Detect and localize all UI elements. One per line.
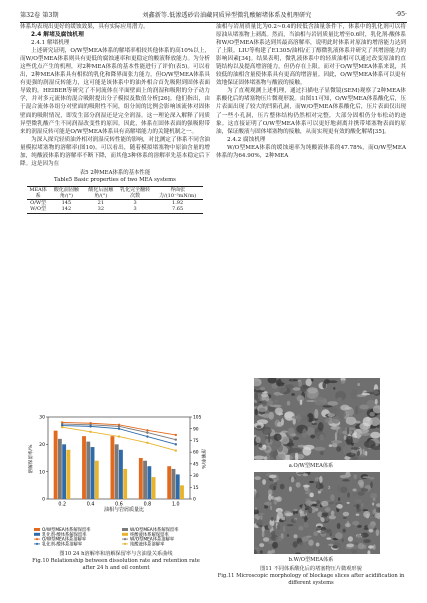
x-tick-label: 0.4 bbox=[86, 502, 95, 508]
bar bbox=[143, 461, 147, 499]
bar bbox=[95, 461, 99, 499]
line-point bbox=[61, 426, 63, 428]
table-cell: 32 bbox=[97, 206, 105, 213]
y-right-tick-label: 90 bbox=[193, 427, 199, 433]
bar bbox=[115, 444, 119, 499]
bar bbox=[167, 466, 171, 499]
journal-issue: 第32卷 第3期 bbox=[20, 11, 59, 19]
legend-swatch bbox=[122, 533, 128, 536]
y-axis-right-label: 溶解率/% bbox=[200, 449, 205, 469]
legend-marker bbox=[124, 538, 126, 540]
sem-image-a bbox=[254, 378, 380, 460]
figure-caption-en: Fig.10 Relationship between dissolution rate and retention rate after 24 h and oil content bbox=[32, 557, 200, 571]
paragraph: 为深入探究轻质油外相对润湿反转性能的影响，对比测定了体系不同含油量模拟堵塞物的溶解率(图10)。可以看出，随着模拟堵塞物中原油含量的增加，纯酸液体系的溶解率不断下降，而其他3种体系的溶解率先基本稳定后下降。这是因为在 bbox=[20, 136, 211, 167]
properties-table bbox=[27, 186, 203, 214]
table-cell: 3 bbox=[133, 206, 137, 213]
bar bbox=[86, 442, 90, 499]
bar bbox=[139, 458, 143, 499]
legend-label: W/O型MEA体系溶解率 bbox=[130, 537, 175, 543]
y-axis-left-label: 溶解保留率/% bbox=[29, 444, 34, 474]
x-axis-label: 油相与岩屑质量比 bbox=[103, 507, 145, 513]
table-cell: O/W型 bbox=[30, 200, 47, 207]
legend-label: W/O型MEA体系解保留率 bbox=[130, 528, 179, 533]
sem-label-a: a.O/W型MEA体系 bbox=[288, 463, 334, 469]
table-cell: 1.92 bbox=[172, 200, 184, 207]
table-caption bbox=[20, 170, 210, 184]
bar bbox=[176, 474, 180, 499]
sem-micrograph-b bbox=[254, 472, 380, 554]
x-tick-label: 0.2 bbox=[58, 502, 67, 508]
bar bbox=[58, 439, 62, 499]
figure-caption-cn: 图11 不同体系酸化后的堵塞物压片微观形貌 bbox=[260, 566, 362, 572]
bar bbox=[152, 477, 156, 499]
line-point bbox=[175, 434, 177, 436]
line-point bbox=[118, 425, 120, 427]
x-tick-label: 0.6 bbox=[115, 502, 123, 508]
subsection-heading: 2.4.1 解堵机理 bbox=[31, 40, 70, 47]
left-column bbox=[20, 23, 210, 214]
legend-marker bbox=[36, 538, 38, 540]
figure-10 bbox=[26, 409, 206, 571]
figure-caption-cn: 图10 24 h溶解率和溶解保留率与含油量关系曲线 bbox=[59, 551, 173, 557]
figure-caption bbox=[26, 551, 206, 571]
legend-label: O/W型MEA体系解保留率 bbox=[42, 528, 91, 533]
running-title: 刘鑫新等.低渗透砂岩油藏同质异型微乳酸解堵体系及机理研究 bbox=[142, 11, 312, 19]
header-page-number: ·95· bbox=[395, 10, 407, 18]
line-point bbox=[146, 435, 148, 437]
legend-label: 纯酸液体系溶解率 bbox=[130, 542, 165, 547]
chart-legend bbox=[26, 525, 206, 547]
paragraph: 为了直观观测上述机理，通过扫描电子显微镜(SEM)观察了2种MEA体系酸化后的堵塞物压片微观形貌。由图11可知，O/W型MEA体系酸化后，压片表面出现了较大的凹陷孔洞，而W/O型MEA体系酸化后，压片表面仅出现了一些小孔洞，压片整体结构仍然相对完整，大部分固相仍分布松动的迹象。这直接证明了O/W型MEA体系可以更好地剥离并携带堵塞物表面的原油，保证酸液与固体堵塞物的接触，从而实现更有效的酸化解堵[35]。 bbox=[216, 88, 406, 135]
table-cell: 142 bbox=[61, 206, 72, 213]
legend-label: 乳化剂-酸体系解保留率 bbox=[42, 532, 87, 538]
bar bbox=[110, 436, 114, 499]
table-header-row bbox=[27, 186, 203, 199]
line-series bbox=[62, 427, 176, 450]
sem-label-b: b.W/O型MEA体系 bbox=[288, 557, 334, 563]
line-point bbox=[89, 431, 91, 433]
y-right-tick-label: 75 bbox=[193, 439, 199, 445]
table-row bbox=[27, 200, 203, 207]
section-heading: 2.4 解堵及腐蚀机理 bbox=[31, 32, 84, 39]
y-left-tick-label: 10 bbox=[39, 470, 45, 476]
chart-svg bbox=[26, 409, 206, 521]
bar bbox=[147, 466, 151, 499]
line-point bbox=[118, 435, 120, 437]
legend-swatch bbox=[34, 533, 40, 536]
table-cell: W/O型 bbox=[30, 206, 47, 213]
y-right-tick-label: 30 bbox=[193, 474, 199, 480]
table-cell: 7.65 bbox=[172, 206, 184, 213]
paragraph: W/O型MEA体系的缓蚀速率为纯酸液体系的47.78%，而O/W型MEA体系的为64.90%，2种MEA bbox=[216, 144, 406, 159]
table-header-cell: MEA体系 bbox=[29, 186, 47, 200]
bar bbox=[62, 444, 66, 499]
table-header-cell: 界面张力/(10⁻³mN/m) bbox=[159, 186, 197, 200]
table-row bbox=[27, 206, 203, 213]
line-point bbox=[146, 429, 148, 431]
line-point bbox=[175, 443, 177, 445]
bar bbox=[119, 450, 123, 499]
table-cell: 3 bbox=[133, 200, 137, 207]
table-caption-cn: 表5 2种MEA体系的基本性能 bbox=[79, 169, 151, 176]
subsection-heading: 2.4.2 腐蚀机理 bbox=[227, 136, 266, 143]
y-right-tick-label: 60 bbox=[193, 450, 199, 456]
bar bbox=[91, 447, 95, 499]
y-right-tick-label: 0 bbox=[193, 497, 196, 503]
table-header-cell: 乳化完全翻转次数 bbox=[120, 186, 151, 200]
line-point bbox=[146, 431, 148, 433]
bar bbox=[54, 431, 58, 499]
paragraph: 体系均表现出更好的缓蚀效果，具有实际应用潜力。 bbox=[20, 24, 149, 30]
x-tick-label: 1.0 bbox=[171, 502, 180, 508]
x-tick-label: 0.8 bbox=[143, 502, 152, 508]
line-point bbox=[89, 425, 91, 427]
legend-label: 纯酸液体系解保留率 bbox=[130, 532, 169, 538]
legend-label: 乳化剂-酸体系溶解率 bbox=[42, 542, 83, 547]
y-left-tick-label: 0 bbox=[42, 497, 45, 503]
legend-label: O/W型MEA体系溶解率 bbox=[42, 537, 87, 543]
page-header bbox=[20, 8, 407, 23]
table-header-cell: 酸化前固触角/(°) bbox=[53, 186, 79, 200]
table-cell: 21 bbox=[97, 200, 105, 207]
bar bbox=[172, 469, 176, 499]
figure-11-caption bbox=[216, 566, 406, 586]
paragraph: 上述研究证明，O/W型MEA体系的解堵率相较其他体系的高10%以上，而W/O型MEA体系则具有更低的腐蚀速率和更稳定的酸液释放能力。为分析这些优点产生的机理，对2种MEA体系的基本性能进行了评价(表5)。可以看出，2种MEA体系具有相似的乳化和降界面张力能力，但O/W型MEA体系具有更强的润湿反转能力，这可能是该体系中的油外相合首先吸附到固体表面导致的。HEIBER等研究了不同流体在平面壁面上的润湿和吸附的分子动力学，并对多元流体的混合吸附提出分子模拟及数值分析[26]。他们指出，由于混合流体各组分对壁面的吸附性不同，组分间的比例会影响该流体对固体壁面的吸附情况，即发生部分润湿还是完全润湿。这一理论深入解释了同质异型微乳酸产生不同润湿改变性的原因。因此，体系在固体表面的强吸附带来的润湿反转可能是O/W型MEA体系具有高解堵能力的关键机制之一。 bbox=[20, 48, 210, 135]
table-header-cell: 酸化后固触角/(°) bbox=[88, 186, 114, 200]
y-right-tick-label: 15 bbox=[193, 485, 199, 491]
line-point bbox=[146, 442, 148, 444]
legend-marker bbox=[36, 543, 38, 545]
line-point bbox=[118, 428, 120, 430]
y-right-tick-label: 105 bbox=[193, 415, 202, 421]
legend-marker bbox=[124, 543, 126, 545]
table-cell: 145 bbox=[61, 200, 72, 207]
sem-micrograph-a bbox=[254, 378, 380, 460]
y-left-tick-label: 20 bbox=[39, 442, 45, 448]
figure-caption-en: Fig.11 Microscopic morphology of blockage slices after acidification in different systems bbox=[217, 572, 405, 586]
bar bbox=[180, 485, 184, 499]
bar bbox=[66, 450, 70, 499]
bar bbox=[123, 469, 127, 499]
y-right-tick-label: 45 bbox=[193, 462, 199, 468]
line-point bbox=[175, 449, 177, 451]
y-left-tick-label: 30 bbox=[39, 415, 45, 421]
legend-swatch bbox=[34, 528, 40, 531]
right-column bbox=[216, 23, 406, 160]
table-caption-en: Table5 Basic properties of two MEA systems bbox=[54, 176, 176, 183]
bar bbox=[82, 436, 86, 499]
legend-swatch bbox=[122, 528, 128, 531]
paragraph: 油相与岩屑质量比为0.2~0.4的较低含油量条件下，体系中的乳化剂可以将原油从堵塞物上剥离。然而，当油相与岩屑质量比增至0.6时，乳化剂-酸体系和W/O型MEA体系达到其最高溶解率，说明此时体系对原油的增溶能力达到了上限。LIU等构建了E1305/油相/正丁醇微乳液体系并研究了其增溶能力的影响因素[34]。结果表明，微乳液体系中的轻质油相可以通过改变原油的直链结构以及提高增溶能力，但仍存在上限。而对于O/W型MEA体系来说，其较低的油相含量使体系具有更高的增溶量。因此，O/W型MEA体系可以更有效地保证固体堵塞物与酸液的接触。 bbox=[216, 24, 406, 87]
sem-image-b bbox=[254, 472, 380, 554]
line-point bbox=[175, 438, 177, 440]
